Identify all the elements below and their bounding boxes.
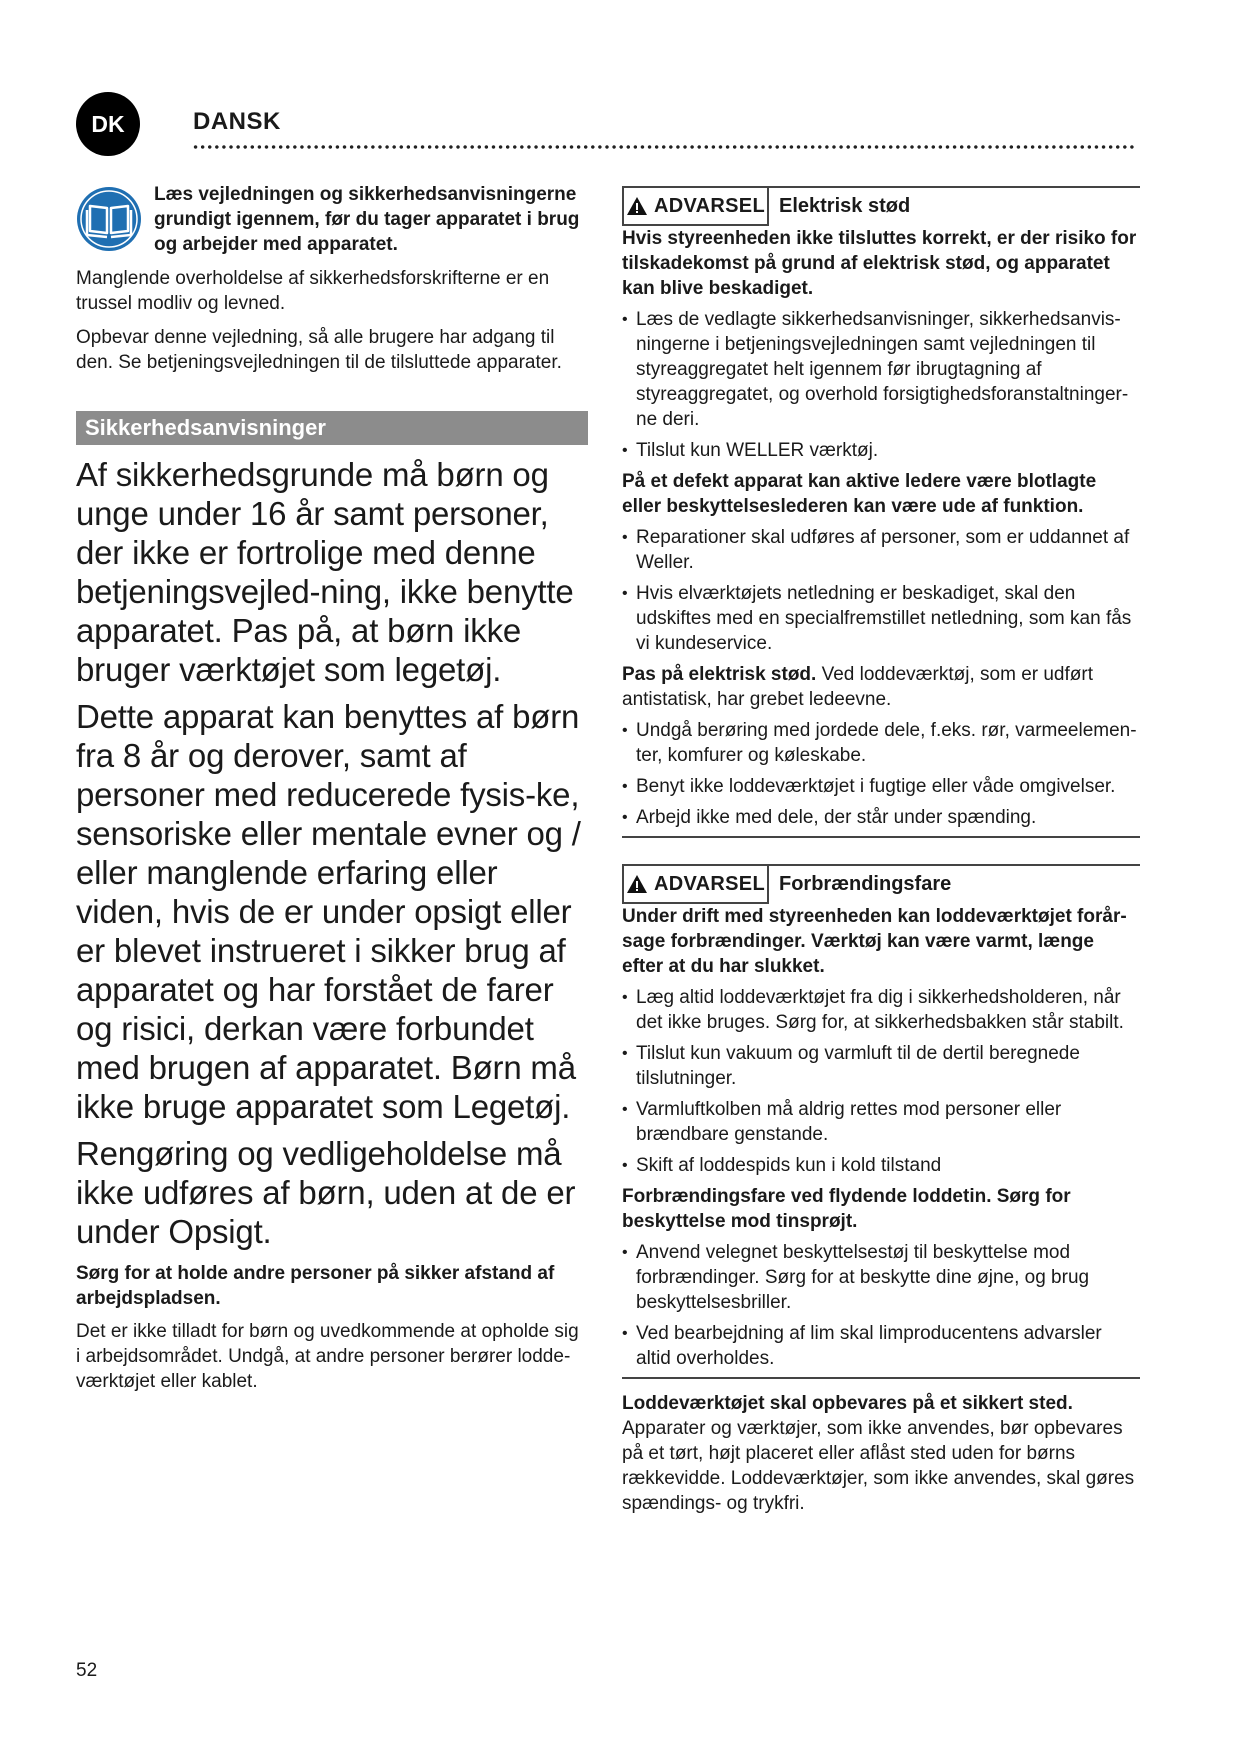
shock-paragraph [622, 662, 1140, 712]
distance-paragraph: Det er ikke tilladt for børn og uvedkommende at opholde sig i arbejdsområdet. Undgå, at andre personer berører lodde-værktøjet eller kablet. [76, 1321, 579, 1392]
list-item: • Tilslut kun vakuum og varmluft til de dertil beregnede tilslutninger. [622, 1041, 1140, 1091]
warning-electric-shock [622, 186, 1140, 838]
safety-children-text: Af sikkerhedsgrunde må børn og unge under 16 år samt personer, der ikke er fortrolige med denne betjeningsvejled-ning, ikke benytte apparatet. Pas på, at børn ikke bruger værktøjet som legetøj. [76, 456, 574, 688]
storage-paragraph: Apparater og værktøjer, som ikke anvendes, bør opbevares på et tørt, højt placeret eller aflåst sted uden for børns rækkevidde. Loddeværktøjer, som ikke anvendes, skal gøres spændings- og trykfri. [622, 1418, 1135, 1514]
warning-burn-hazard [622, 864, 1140, 1379]
warning-label-text: ADVARSEL [654, 872, 765, 895]
language-badge: DK [76, 92, 140, 156]
warning-label-text: ADVARSEL [654, 194, 765, 217]
bullet-list [622, 307, 1140, 463]
warning-header [622, 864, 1140, 902]
list-item: • Benyt ikke loddeværktøjet i fugtige eller våde omgivelser. [622, 774, 1140, 799]
section-heading-safety: Sikkerhedsanvisninger [76, 411, 588, 445]
list-item: • Varmluftkolben må aldrig rettes mod personer eller brændbare genstande. [622, 1097, 1140, 1147]
bullet-list [622, 985, 1140, 1178]
dotted-divider [192, 144, 1136, 150]
distance-heading: Sørg for at holde andre personer på sikker afstand af arbejdspladsen. [76, 1263, 555, 1309]
shock-heading: Pas på elektrisk stød. [622, 664, 817, 685]
paragraph-noncompliance: Manglende overholdelse af sikkerhedsforskrifterne er en trussel modliv og levned. [76, 268, 550, 314]
list-item: • Undgå berøring med jordede dele, f.eks. rør, varmeelemen-ter, komfurer og køleskabe. [622, 718, 1140, 768]
list-item: • Læg altid loddeværktøjet fra dig i sikkerhedsholderen, når det ikke bruges. Sørg for, at sikkerhedsbakken står stabilt. [622, 985, 1140, 1035]
list-item: • Arbejd ikke med dele, der står under spænding. [622, 805, 1140, 830]
list-item: • Skift af loddespids kun i kold tilstand [622, 1153, 1140, 1178]
left-column [76, 182, 588, 1394]
list-item: • Reparationer skal udføres af personer, som er uddannet af Weller. [622, 525, 1140, 575]
warning-label [622, 866, 769, 904]
language-title: DANSK [193, 108, 281, 135]
list-item: • Anvend velegnet beskyttelsestøj til beskyttelse mod forbrændinger. Sørg for at beskytte dine øjne, og brug beskyttelsesbriller. [622, 1240, 1140, 1315]
paragraph-keep-manual: Opbevar denne vejledning, så alle brugere har adgang til den. Se betjeningsvejledningen til de tilsluttede apparater. [76, 327, 562, 373]
warning-intro: Under drift med styreenheden kan loddeværktøjet forår-sage forbrændinger. Værktøj kan være varmt, længe efter at du har slukket. [622, 906, 1127, 977]
warning-triangle-icon [626, 874, 648, 894]
list-item: • Tilslut kun WELLER værktøj. [622, 438, 1140, 463]
safety-cleaning-text: Rengøring og vedligeholdelse må ikke udføres af børn, uden at de er under Opsigt. [76, 1135, 576, 1250]
bullet-list [622, 718, 1140, 830]
safety-reduced-capacity-text: Dette apparat kan benyttes af børn fra 8 år og derover, samt af personer med reducerede fysis-ke, sensoriske eller mentale evner og / eller manglende erfaring eller viden, hvis de er under opsigt eller er blevet instrueret i sikker brug af apparatet og har forstået de farer og risici, derkan være forbundet med brugen af apparatet. Børn må ikke bruge apparatet som Legetøj. [76, 698, 581, 1125]
page-number: 52 [76, 1660, 98, 1681]
divider-line [622, 1377, 1140, 1379]
shock-text: Ved loddeværktøj, som er udført antistatisk, har grebet ledeevne. [622, 664, 1093, 710]
warning-label [622, 188, 769, 226]
bullet-list [622, 525, 1140, 656]
warning-intro: Hvis styreenheden ikke tilsluttes korrekt, er der risiko for tilskadekomst på grund af elektrisk stød, og apparatet kan blive beskadiget. [622, 228, 1137, 299]
intro-instruction: Læs vejledningen og sikkerhedsanvisningerne grundigt igennem, før du tager apparatet i brug og arbejder med apparatet. [154, 184, 580, 255]
list-item: • Hvis elværktøjets netledning er beskadiget, skal den udskiftes med en specialfremstillet netledning, som kan fås vi kundeservice. [622, 581, 1140, 656]
warning-title: Elektrisk stød [779, 195, 911, 217]
manual-book-icon [76, 186, 142, 252]
intro-block [76, 182, 588, 257]
warning-triangle-icon [626, 196, 648, 216]
storage-heading: Loddeværktøjet skal opbevares på et sikkert sted. [622, 1393, 1073, 1414]
list-item: • Læs de vedlagte sikkerhedsanvisninger, sikkerhedsanvis-ningerne i betjeningsvejledningen samt vejledningen til styreaggregatet helt igennem før ibrugtagning af styreaggregatet, og overhold forsigtighedsforanstaltninger-ne deri. [622, 307, 1140, 432]
list-item: • Ved bearbejdning af lim skal limproducentens advarsler altid overholdes. [622, 1321, 1140, 1371]
defect-heading: På et defekt apparat kan aktive ledere være blotlagte eller beskyttelseslederen kan være ude af funktion. [622, 471, 1097, 517]
divider-line [622, 836, 1140, 838]
bullet-list [622, 1240, 1140, 1371]
warning-header [622, 186, 1140, 224]
liquid-solder-heading: Forbrændingsfare ved flydende loddetin. Sørg for beskyttelse mod tinsprøjt. [622, 1186, 1071, 1232]
warning-title: Forbrændingsfare [779, 873, 952, 895]
right-column [622, 186, 1140, 1516]
